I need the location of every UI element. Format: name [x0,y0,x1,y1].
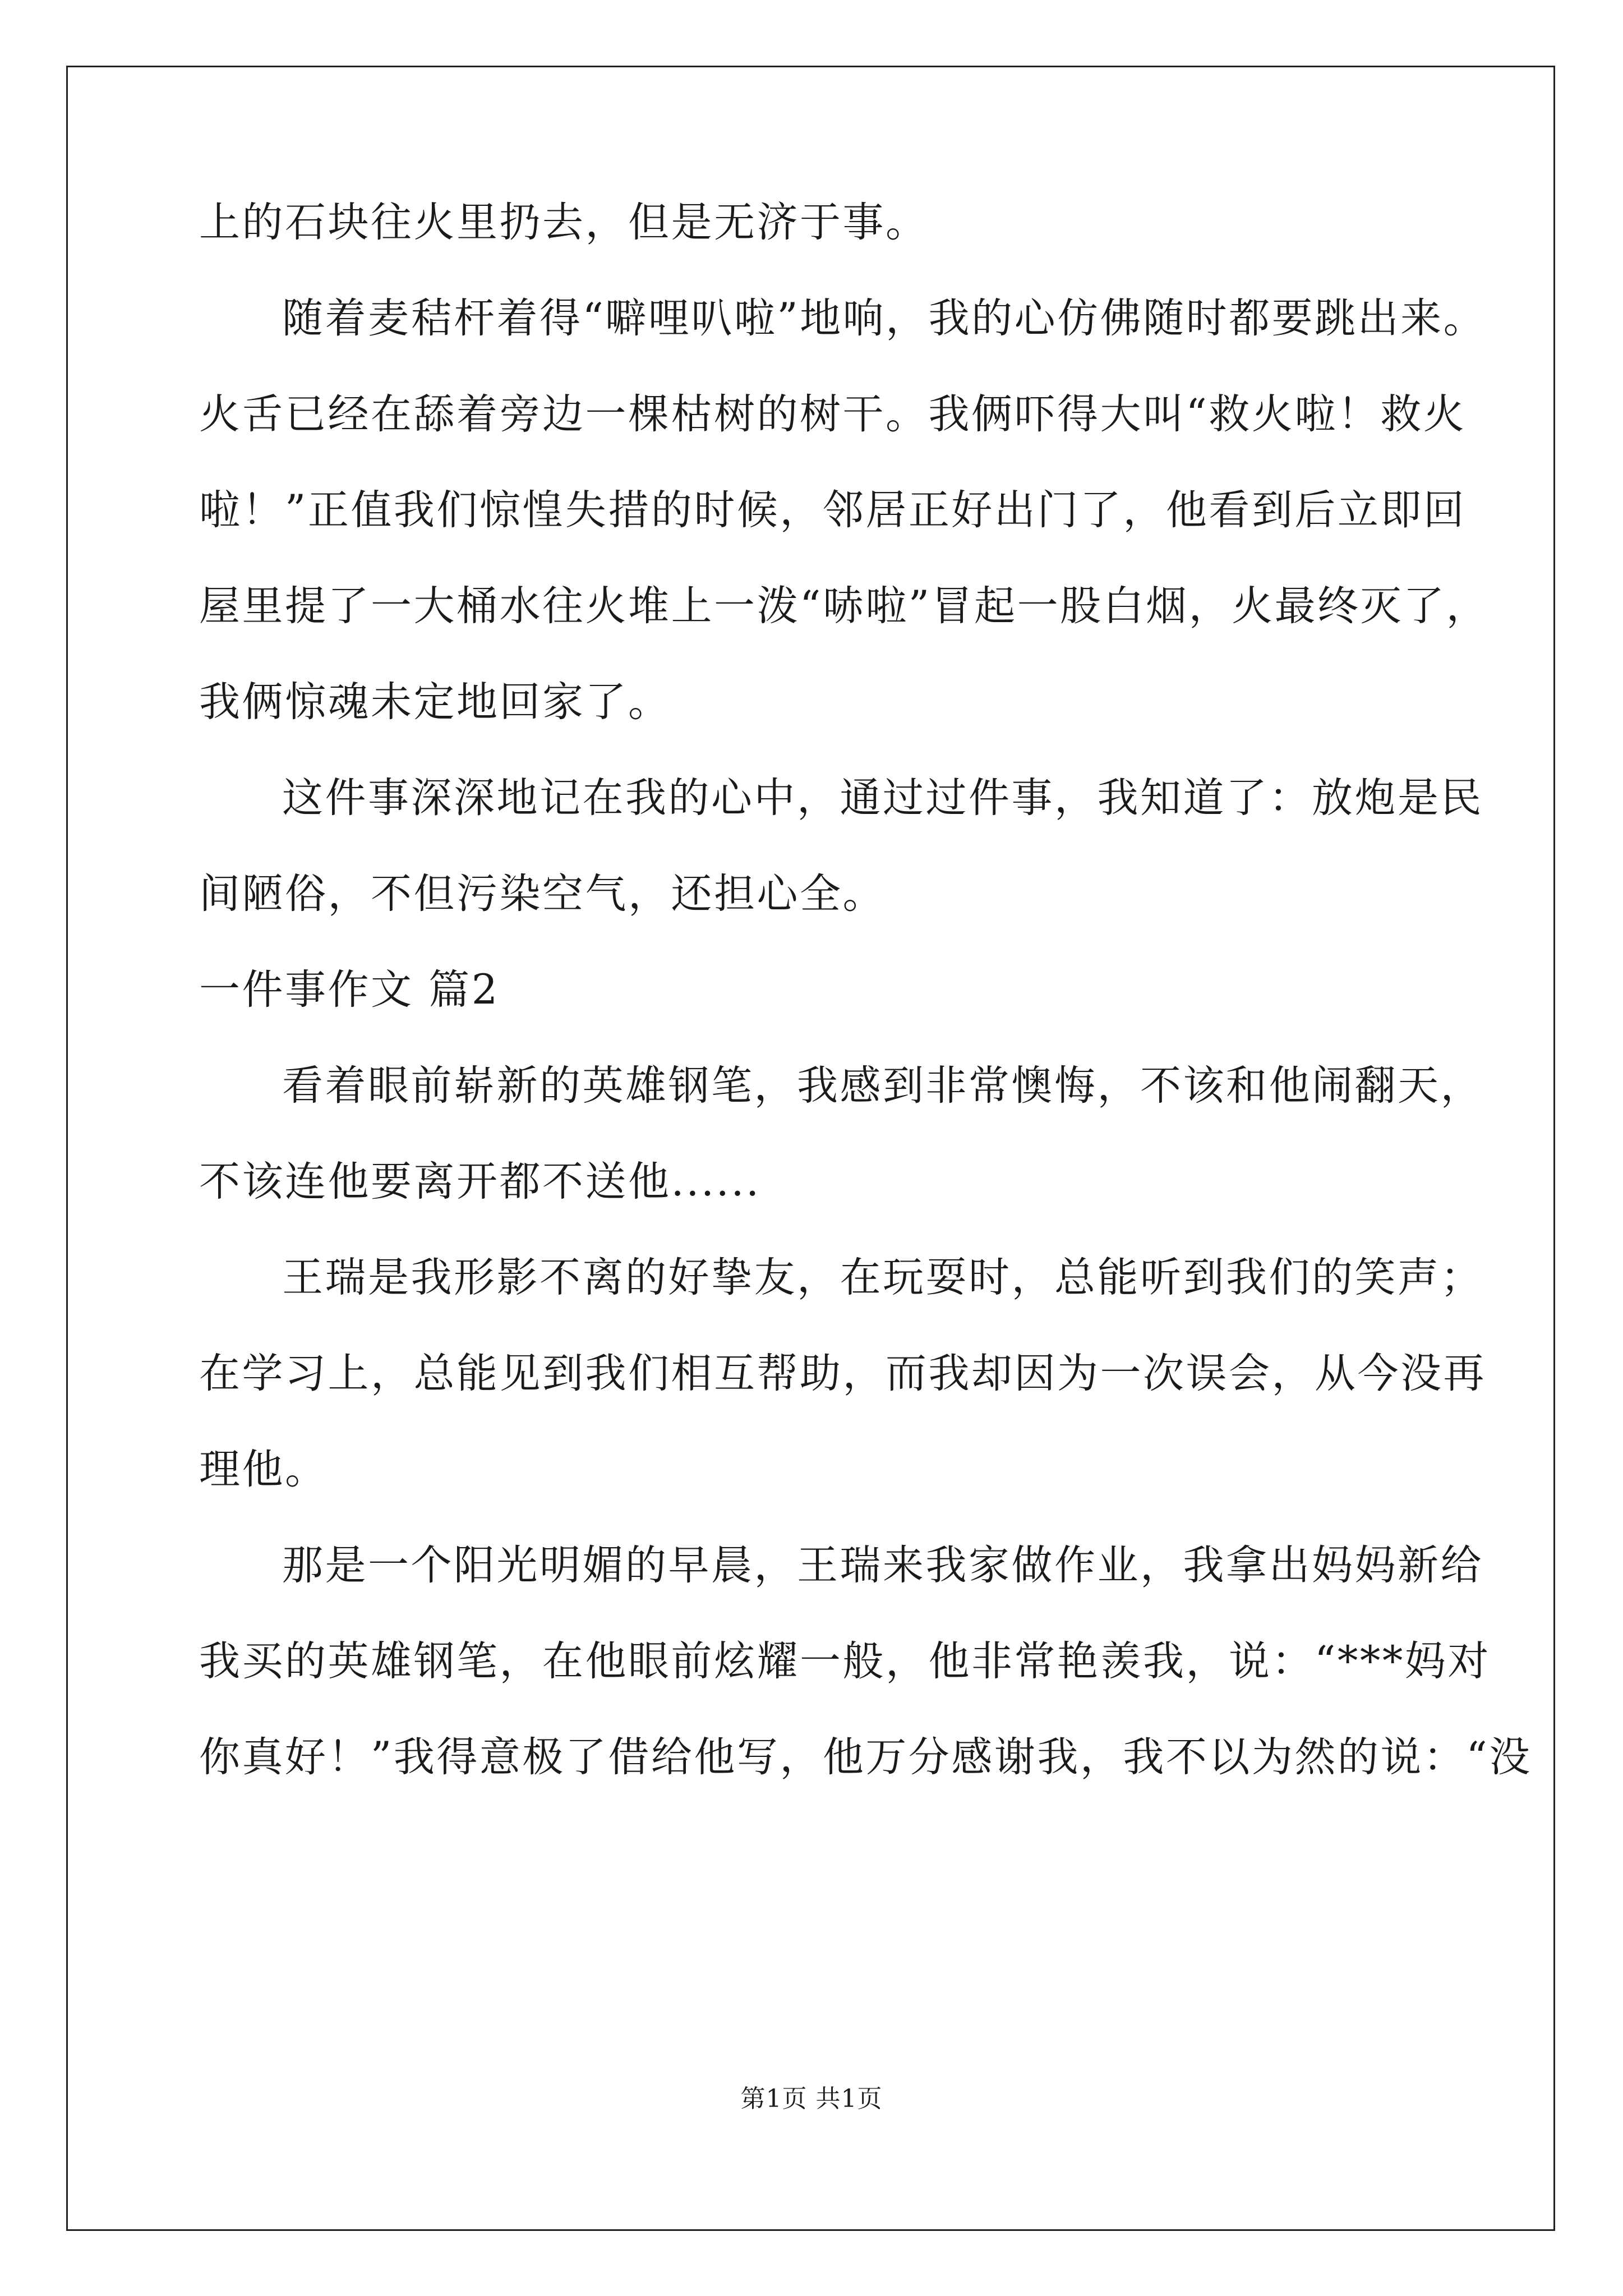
text-line: 理他。 [199,1446,328,1493]
text-line: 不该连他要离开都不送他...... [199,1158,761,1205]
document-body [199,199,1532,1833]
text-line: 看着眼前崭新的英雄钢笔，我感到非常懊悔，不该和他闹翻天， [282,1062,1483,1110]
page-footer: 第1页 共1页 [740,2085,883,2113]
text-line: 我俩惊魂未定地回家了。 [199,678,671,726]
text-line: 啦！”正值我们惊惶失措的时候，邻居正好出门了，他看到后立即回 [199,486,1467,534]
section-heading: 一件事作文 篇2 [199,966,500,1014]
text-line: 屋里提了一大桶水往火堆上一泼“哧啦”冒起一股白烟，火最终灭了， [199,582,1490,630]
text-line: 上的石块往火里扔去，但是无济于事。 [199,199,929,246]
text-line: 你真好！”我得意极了借给他写，他万分感谢我，我不以为然的说：“没 [199,1733,1532,1781]
text-line: 那是一个阳光明媚的早晨，王瑞来我家做作业，我拿出妈妈新给 [282,1542,1483,1589]
text-line: 这件事深深地记在我的心中，通过过件事，我知道了：放炮是民 [282,774,1483,822]
text-line: 间陋俗，不但污染空气，还担心全。 [199,870,886,918]
text-line: 在学习上，总能见到我们相互帮助，而我却因为一次误会，从今没再 [199,1350,1486,1397]
text-line: 王瑞是我形影不离的好挚友，在玩耍时，总能听到我们的笑声； [282,1254,1483,1301]
text-line: 随着麦秸杆着得“噼哩叭啦”地响，我的心仿佛随时都要跳出来。 [282,295,1487,342]
text-line: 我买的英雄钢笔，在他眼前炫耀一般，他非常艳羡我，说：“***妈对 [199,1637,1491,1685]
text-line: 火舌已经在舔着旁边一棵枯树的树干。我俩吓得大叫“救火啦！救火 [199,390,1467,438]
